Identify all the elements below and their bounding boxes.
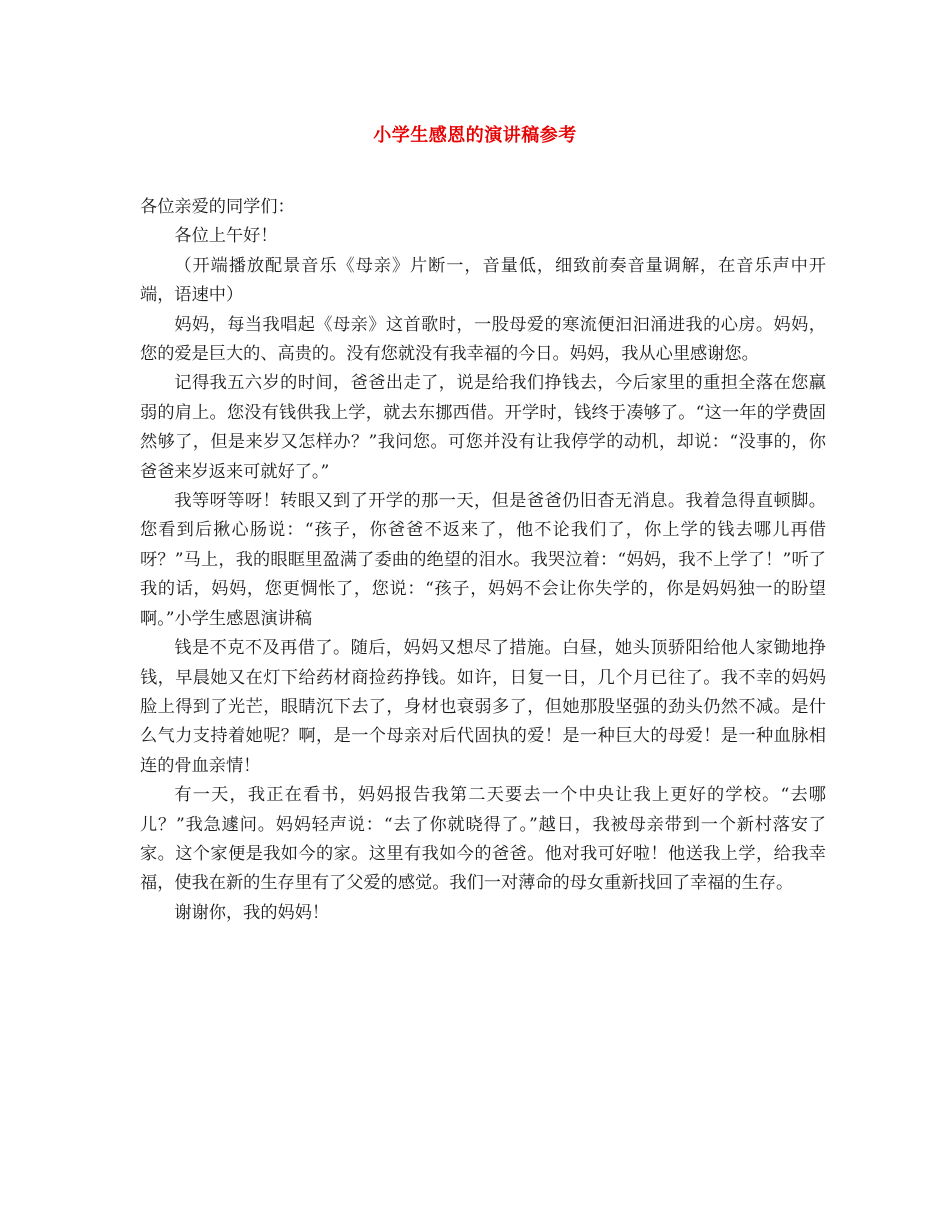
paragraph-4: 钱是不克不及再借了。随后，妈妈又想尽了措施。白昼，她头顶骄阳给他人家锄地挣钱，早晨她又在灯下给药材商捡药挣钱。如许，日复一日，几个月已往了。我不幸的妈妈脸上得到了光芒，眼睛沉下去了，身材也衰弱多了，但她那股坚强的劲头仍然不减。是什么气力支持着她呢？啊，是一个母亲对后代固执的爱！是一种巨大的母爱！是一种血脉相连的骨血亲情！	[140, 638, 826, 776]
paragraph-stage-direction: （开端播放配景音乐《母亲》片断一，音量低，细致前奏音量调解，在音乐声中开端，语速中）	[140, 255, 826, 306]
paragraph-1: 妈妈，每当我唱起《母亲》这首歌时，一股母爱的寒流便汩汩涌进我的心房。妈妈，您的爱是巨大的、高贵的。没有您就没有我幸福的今日。妈妈，我从心里感谢您。	[140, 314, 826, 365]
paragraph-2: 记得我五六岁的时间，爸爸出走了，说是给我们挣钱去，今后家里的重担全落在您羸弱的肩上。您没有钱供我上学，就去东挪西借。开学时，钱终于凑够了。“这一年的学费固然够了，但是来岁又怎样办？”我问您。可您并没有让我停学的动机，却说：“没事的，你爸爸来岁返来可就好了。”	[140, 373, 826, 482]
paragraph-closing: 谢谢你，我的妈妈！	[174, 902, 330, 923]
document-body	[140, 193, 826, 928]
paragraph-3: 我等呀等呀！转眼又到了开学的那一天，但是爸爸仍旧杳无消息。我着急得直顿脚。您看到后揪心肠说：“孩子，你爸爸不返来了，他不论我们了，你上学的钱去哪儿再借呀？”马上，我的眼眶里盈满了委曲的绝望的泪水。我哭泣着：“妈妈，我不上学了！”听了我的话，妈妈，您更惆怅了，您说：“孩子，妈妈不会让你失学的，你是妈妈独一的盼望啊。”小学生感恩演讲稿	[140, 491, 826, 629]
document-title: 小学生感恩的演讲稿参考	[373, 125, 577, 146]
salutation: 各位亲爱的同学们：	[140, 197, 295, 217]
paragraph-5: 有一天，我正在看书，妈妈报告我第二天要去一个中央让我上更好的学校。“去哪儿？”我急遽问。妈妈轻声说：“去了你就晓得了。”越日，我被母亲带到一个新村落安了家。这个家便是我如今的家。这里有我如今的爸爸。他对我可好啦！他送我上学，给我幸福，使我在新的生存里有了父爱的感觉。我们一对薄命的母女重新找回了幸福的生存。	[140, 785, 826, 894]
paragraph-greeting: 各位上午好！	[174, 226, 278, 247]
